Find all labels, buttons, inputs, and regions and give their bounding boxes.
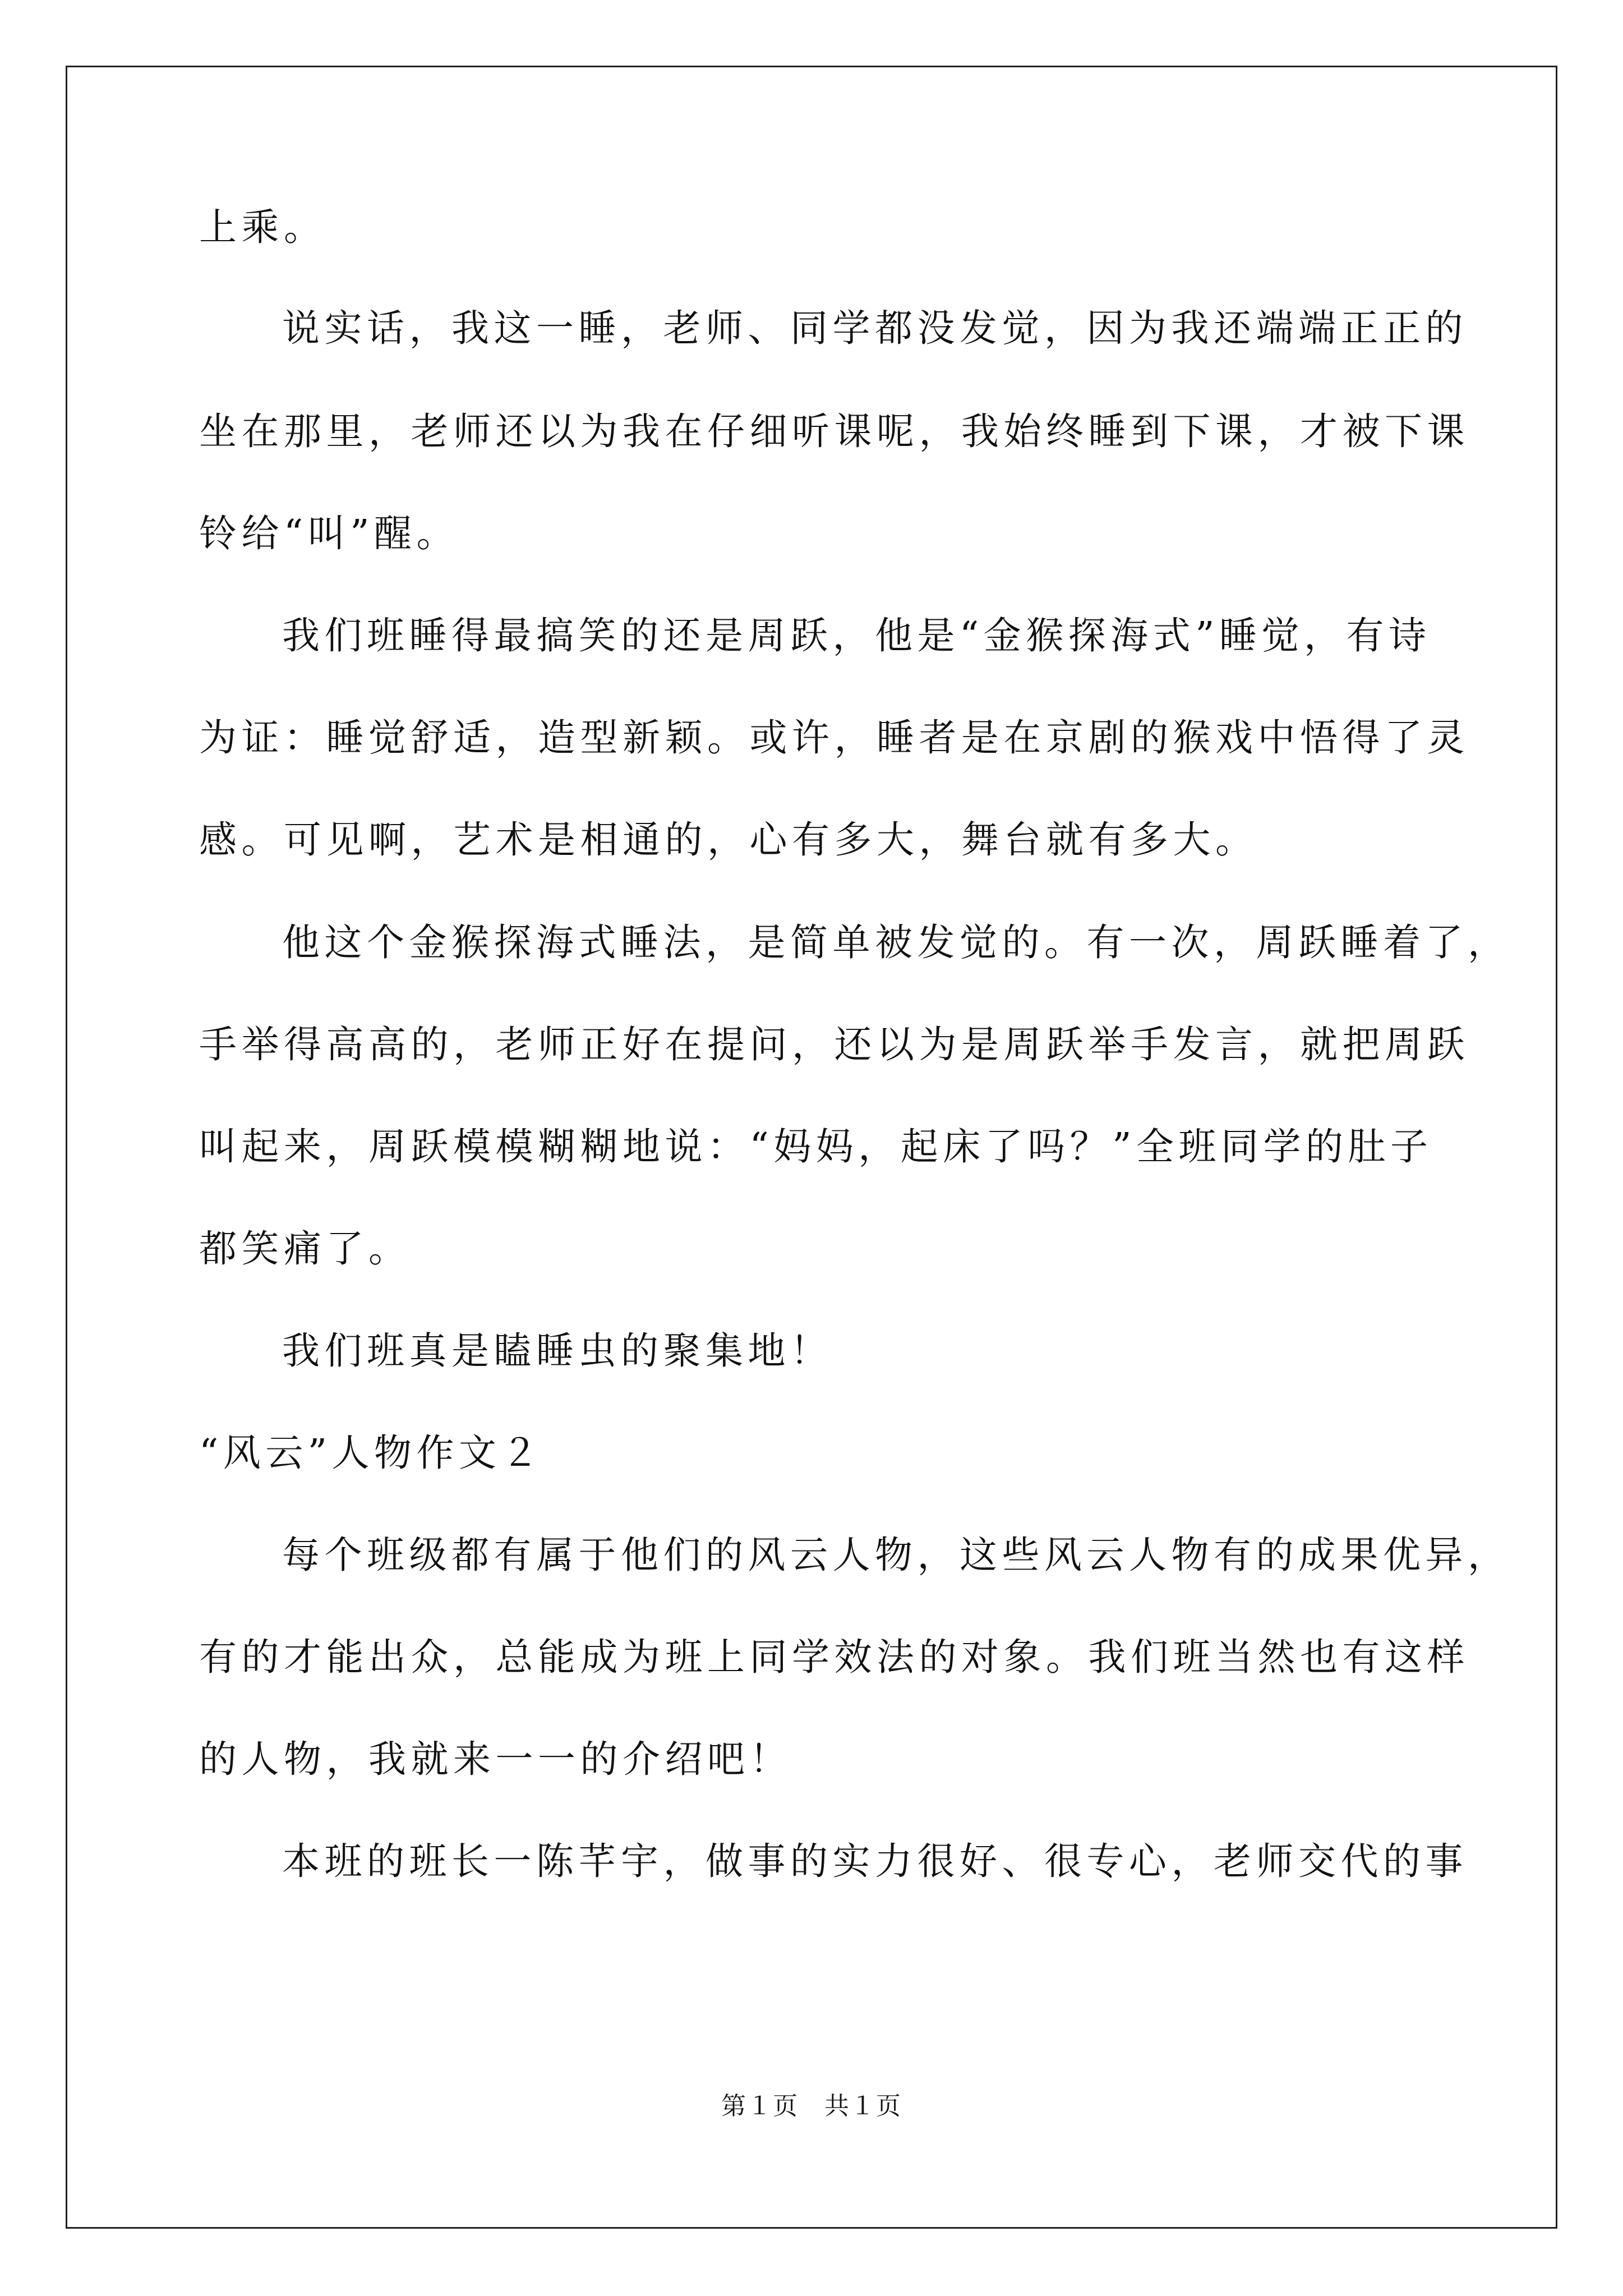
text-line: 为证：睡觉舒适，造型新颖。或许，睡者是在京剧的猴戏中悟得了灵: [199, 716, 1469, 760]
text-line: 本班的班长一陈芊宇，做事的实力很好、很专心，老师交代的事: [282, 1839, 1468, 1883]
text-line: 手举得高高的，老师正好在提问，还以为是周跃举手发言，就把周跃: [199, 1023, 1469, 1066]
text-line: 铃给“叫”醒。: [199, 512, 459, 555]
text-line: 他这个金猴探海式睡法，是简单被发觉的。有一次，周跃睡着了，: [282, 921, 1510, 964]
text-line: 我们班真是瞌睡虫的聚集地！: [282, 1329, 833, 1373]
text-line: 坐在那里，老师还以为我在仔细听课呢，我始终睡到下课，才被下课: [199, 409, 1469, 453]
text-line: 每个班级都有属于他们的风云人物，这些风云人物有的成果优异，: [282, 1533, 1510, 1577]
text-line: 的人物，我就来一一的介绍吧！: [199, 1737, 792, 1781]
text-line: 叫起来，周跃模模糊糊地说：“妈妈，起床了吗？”全班同学的肚子: [199, 1125, 1433, 1168]
text-line: 上乘。: [199, 205, 326, 249]
page-footer: 第１页 共１页: [721, 2092, 902, 2120]
text-line: 有的才能出众，总能成为班上同学效法的对象。我们班当然也有这样: [199, 1635, 1469, 1679]
section-heading: “风云”人物作文２: [199, 1431, 544, 1475]
text-line: 感。可见啊，艺术是相通的，心有多大，舞台就有多大。: [199, 818, 1258, 862]
text-line: 说实话，我这一睡，老师、同学都没发觉，因为我还端端正正的: [282, 306, 1468, 350]
text-line: 都笑痛了。: [199, 1227, 411, 1271]
text-line: 我们班睡得最搞笑的还是周跃，他是“金猴探海式”睡觉，有诗: [282, 614, 1431, 657]
